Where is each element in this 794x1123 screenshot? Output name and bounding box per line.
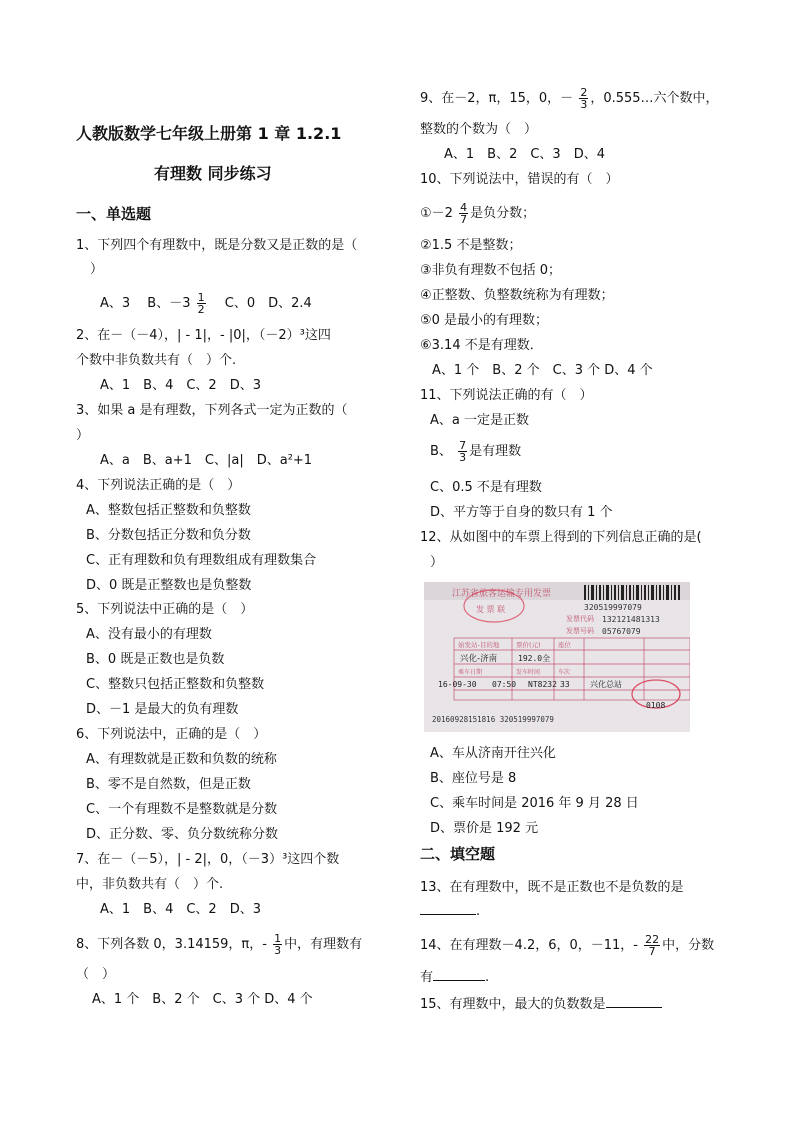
- q6-option-a: A、有理数就是正数和负数的统称: [86, 752, 277, 767]
- q1-options-post: C、0 D、2.4: [211, 296, 312, 311]
- q6-text: 6、下列说法中，正确的是（ ）: [76, 727, 267, 742]
- q15-text: [420, 995, 662, 1014]
- q8-frac-den: 3: [274, 944, 282, 957]
- ticket-code-label: 发票代码: [566, 615, 594, 623]
- q11-text: 11、下列说法正确的有（ ）: [420, 388, 593, 403]
- q14-text-post: 中，分数: [662, 938, 715, 953]
- q7-text-2: 中，非负数共有（ ）个.: [76, 877, 224, 892]
- q8-text-post: 中，有理数有: [284, 937, 363, 952]
- q5-option-d: D、－1 是最大的负有理数: [86, 702, 239, 717]
- q14-fraction: [644, 934, 660, 957]
- q10-text: 10、下列说法中，错误的有（ ）: [420, 172, 619, 187]
- q1-options: [100, 292, 312, 315]
- q4-option-b: B、分数包括正分数和负分数: [86, 528, 251, 543]
- q14-blank[interactable]: [433, 968, 485, 981]
- q14-text-pre: 14、在有理数－4.2，6，0，－11，-: [420, 938, 638, 953]
- q14-frac-den: 7: [648, 945, 656, 958]
- q1-frac-den: 2: [197, 303, 205, 316]
- q4-text: 4、下列说法正确的是（ ）: [76, 478, 241, 493]
- q3-options: A、a B、a+1 C、|a| D、a²+1: [100, 453, 313, 468]
- q8-text: [76, 933, 362, 956]
- q8-text-pre: 8、下列各数 0，3.14159，π，-: [76, 937, 267, 952]
- ticket-serial: 20160928151816 320519997079: [432, 715, 554, 724]
- q1-text: 1、下列四个有理数中，既是分数又是正数的是（: [76, 238, 358, 253]
- q5-option-a: A、没有最小的有理数: [86, 627, 212, 642]
- q13-end: .: [476, 904, 481, 919]
- ticket-time: 07:50: [492, 680, 517, 689]
- q9-text-post: ，0.555…六个数中，: [590, 91, 719, 106]
- q8-frac-num: 1: [274, 932, 282, 945]
- q9-text-2: 整数的个数为（ ）: [420, 122, 538, 137]
- q12-text: 12、从如图中的车票上得到的下列信息正确的是(: [420, 530, 702, 545]
- q9-options: A、1 B、2 C、3 D、4: [444, 147, 605, 162]
- q1-fraction: [197, 292, 206, 315]
- q12-option-b: B、座位号是 8: [430, 771, 517, 786]
- page-title-line1: 人教版数学七年级上册第 1 章 1.2.1: [76, 124, 342, 143]
- q14-text: [420, 934, 714, 957]
- q15-text-label: 15、有理数中，最大的负数数是: [420, 997, 606, 1012]
- q1-options-pre: A、3 B、－3: [100, 296, 191, 311]
- q2-text-2: 个数中非负数共有（ ）个.: [76, 353, 237, 368]
- ticket-code: 132121481313: [602, 615, 660, 624]
- ticket-station: 兴化总站: [590, 680, 622, 689]
- q5-option-b: B、0 既是正数也是负数: [86, 652, 225, 667]
- q10-statement-5: ⑤0 是最小的有理数；: [420, 313, 549, 328]
- q8-options: A、1 个 B、2 个 C、3 个 D、4 个: [92, 992, 313, 1007]
- q13-answer-line: [420, 902, 480, 921]
- ticket-header: 江苏省旅客运输专用发票: [452, 589, 552, 599]
- ticket-price: 192.0全: [518, 654, 551, 663]
- ticket-seat: 33: [560, 680, 570, 689]
- q9-text: [420, 87, 719, 110]
- q14-answer-pre: 有: [420, 970, 434, 985]
- q8-fraction: [273, 933, 282, 956]
- ticket-date-header: 乘车日期: [458, 669, 483, 676]
- ticket-seat-header: 座位: [558, 641, 571, 649]
- q9-fraction: [579, 87, 588, 110]
- ticket-barcode-number: 320519997079: [584, 603, 642, 612]
- q14-answer-post: .: [485, 970, 490, 985]
- q8-text-end: （ ）: [76, 967, 116, 982]
- bus-ticket-image: [424, 582, 690, 732]
- q11-option-c: C、0.5 不是有理数: [430, 480, 542, 495]
- page-title-line2: 有理数 同步练习: [154, 164, 272, 183]
- ticket-number-label: 发票号码: [566, 627, 594, 635]
- q5-text: 5、下列说法中正确的是（ ）: [76, 602, 254, 617]
- q11-option-b: [430, 440, 521, 463]
- q7-options: A、1 B、4 C、2 D、3: [100, 902, 261, 917]
- q14-frac-num: 22: [645, 933, 660, 946]
- ticket-time-header: 发车时间: [516, 669, 541, 676]
- q9-text-pre: 9、在－2，π，15，0，－: [420, 91, 574, 106]
- q12-option-a: A、车从济南开往兴化: [430, 746, 556, 761]
- q12-option-d: D、票价是 192 元: [430, 821, 539, 836]
- ticket-bus-number: NT8232: [528, 680, 557, 689]
- q2-options: A、1 B、4 C、2 D、3: [100, 378, 261, 393]
- section-fill-blank: 二、填空题: [420, 845, 496, 863]
- q10-s1-pre: ①－2: [420, 206, 453, 221]
- ticket-price-header: 票价(元): [516, 641, 541, 649]
- q13-blank[interactable]: [420, 902, 476, 915]
- q11-frac-den: 3: [459, 451, 467, 464]
- q9-frac-num: 2: [580, 86, 588, 99]
- q4-option-d: D、0 既是正整数也是负整数: [86, 578, 252, 593]
- q10-statement-2: ②1.5 不是整数；: [420, 238, 522, 253]
- q10-options: A、1 个 B、2 个 C、3 个 D、4 个: [432, 363, 653, 378]
- q6-option-b: B、零不是自然数，但是正数: [86, 777, 251, 792]
- q11-fraction: [458, 440, 467, 463]
- q4-option-c: C、正有理数和负有理数组成有理数集合: [86, 553, 317, 568]
- q12-option-c: C、乘车时间是 2016 年 9 月 28 日: [430, 796, 639, 811]
- q3-text: 3、如果 a 是有理数，下列各式一定为正数的（: [76, 403, 348, 418]
- q7-text: 7、在－（－5），| - 2|，0，（－3）³这四个数: [76, 852, 340, 867]
- q15-blank[interactable]: [606, 995, 662, 1008]
- ticket-route: 兴化-济南: [460, 654, 498, 664]
- section-single-choice: 一、单选题: [76, 205, 152, 223]
- q3-text-end: ）: [76, 428, 90, 443]
- q1-text-end: ）: [90, 262, 104, 277]
- q10-statement-3: ③非负有理数不包括 0；: [420, 263, 562, 278]
- ticket-sub: 发 票 联: [476, 605, 506, 614]
- q10-statement-1: [420, 202, 535, 225]
- q11-b-pre: B、: [430, 444, 452, 459]
- q10-s1-post: 是负分数；: [470, 206, 536, 221]
- q10-frac-den: 7: [460, 213, 468, 226]
- q4-option-a: A、整数包括正整数和负整数: [86, 503, 251, 518]
- ticket-route-header: 始发站-目的地: [458, 641, 500, 649]
- ticket-stamp-number: 0108: [646, 701, 666, 710]
- q11-option-d: D、平方等于自身的数只有 1 个: [430, 505, 613, 520]
- q10-statement-4: ④正整数、负整数统称为有理数；: [420, 288, 614, 303]
- q5-option-c: C、整数只包括正整数和负整数: [86, 677, 265, 692]
- ticket-number: 05767079: [602, 627, 641, 636]
- q1-frac-num: 1: [197, 291, 205, 304]
- ticket-bus-header: 车次: [558, 669, 571, 676]
- q11-b-post: 是有理数: [469, 444, 522, 459]
- q10-statement-6: ⑥3.14 不是有理数．: [420, 338, 543, 353]
- q11-frac-num: 7: [459, 439, 467, 452]
- q10-fraction: [459, 202, 468, 225]
- q9-frac-den: 3: [580, 98, 588, 111]
- q13-text: 13、在有理数中，既不是正数也不是负数的是: [420, 880, 684, 895]
- q6-option-c: C、一个有理数不是整数就是分数: [86, 802, 278, 817]
- q12-text-end: ）: [430, 555, 444, 570]
- q11-option-a: A、a 一定是正数: [430, 413, 529, 428]
- q2-text: 2、在－（－4），| - 1|，- |0|，（－2）³这四: [76, 328, 331, 343]
- ticket-date: 16-09-30: [438, 680, 477, 689]
- q10-frac-num: 4: [460, 201, 468, 214]
- q6-option-d: D、正分数、零、负分数统称分数: [86, 827, 279, 842]
- q14-answer-line: [420, 968, 489, 987]
